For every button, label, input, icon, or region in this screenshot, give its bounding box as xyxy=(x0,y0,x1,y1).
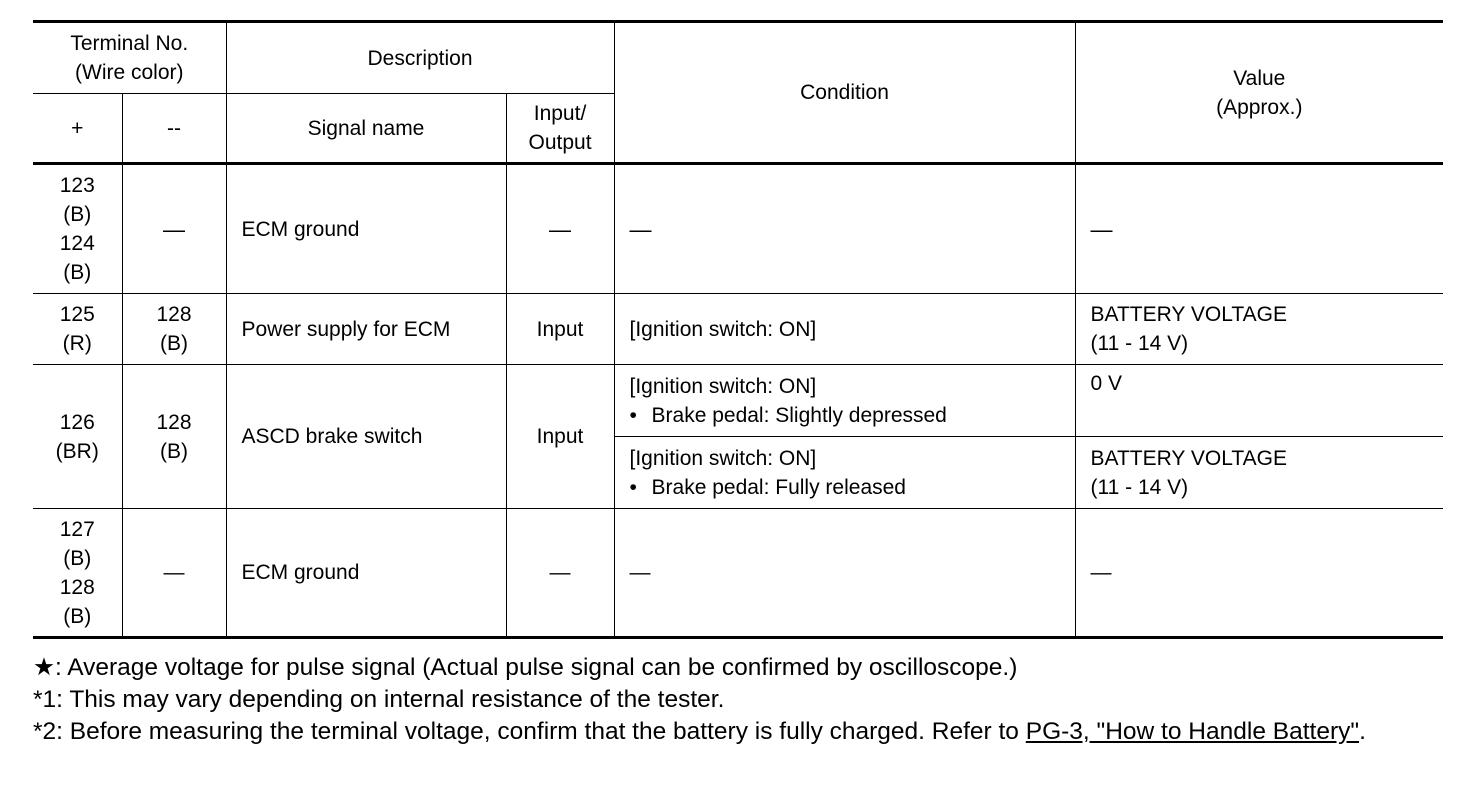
header-row-1 xyxy=(33,22,1443,94)
table-row xyxy=(33,365,1443,437)
footnotes xyxy=(33,652,1440,748)
value-cell: BATTERY VOLTAGE (11 - 14 V) xyxy=(1075,437,1443,509)
description-header: Description xyxy=(226,22,614,94)
io-header: Input/ Output xyxy=(506,94,614,164)
footnote-1: *1: This may vary depending on internal resistance of the tester. xyxy=(33,686,725,713)
how-to-handle-battery-link[interactable]: PG-3, "How to Handle Battery" xyxy=(1025,718,1360,745)
terminal-plus-cell: 125 (R) xyxy=(33,294,122,365)
terminal-minus-cell: — xyxy=(122,509,226,638)
star-icon: ★ xyxy=(33,654,55,681)
table-row xyxy=(33,509,1443,638)
value-cell: — xyxy=(1075,509,1443,638)
signal-name-cell: Power supply for ECM xyxy=(226,294,506,365)
io-cell: — xyxy=(506,164,614,294)
terminal-minus-cell: — xyxy=(122,164,226,294)
value-cell: BATTERY VOLTAGE (11 - 14 V) xyxy=(1075,294,1443,365)
signal-name-cell: ECM ground xyxy=(226,164,506,294)
condition-cell: — xyxy=(614,164,1075,294)
terminal-plus-cell: 123 (B) 124 (B) xyxy=(33,164,122,294)
table-row xyxy=(33,164,1443,294)
io-cell: — xyxy=(506,509,614,638)
value-header: Value (Approx.) xyxy=(1075,22,1443,164)
signal-name-cell: ECM ground xyxy=(226,509,506,638)
terminal-spec-table xyxy=(33,20,1443,639)
condition-cell: — xyxy=(614,509,1075,638)
bullet: • xyxy=(629,403,637,427)
signal-name-cell: ASCD brake switch xyxy=(226,365,506,509)
footnote-star: ★: Average voltage for pulse signal (Actual pulse signal can be confirmed by oscilloscope.) xyxy=(33,654,1018,681)
plus-header: + xyxy=(33,94,122,164)
minus-header: -- xyxy=(122,94,226,164)
signal-name-header: Signal name xyxy=(226,94,506,164)
terminal-minus-cell: 128 (B) xyxy=(122,294,226,365)
bullet: • xyxy=(629,475,637,499)
terminal-plus-cell: 127 (B) 128 (B) xyxy=(33,509,122,638)
condition-cell: [Ignition switch: ON] xyxy=(614,294,1075,365)
io-cell: Input xyxy=(506,294,614,365)
io-cell: Input xyxy=(506,365,614,509)
condition-cell: [Ignition switch: ON] • Brake pedal: Fully released xyxy=(614,437,1075,509)
terminal-minus-cell: 128 (B) xyxy=(122,365,226,509)
condition-cell: [Ignition switch: ON] • Brake pedal: Slightly depressed xyxy=(614,365,1075,437)
terminal-plus-cell: 126 (BR) xyxy=(33,365,122,509)
value-cell: — xyxy=(1075,164,1443,294)
terminal-header: Terminal No. (Wire color) xyxy=(33,22,226,94)
table-row xyxy=(33,294,1443,365)
condition-header: Condition xyxy=(614,22,1075,164)
footnote-2: *2: Before measuring the terminal voltage, confirm that the battery is fully charged. Refer to PG-3, "How to Handle Battery". xyxy=(33,718,1366,745)
value-cell: 0 V xyxy=(1075,365,1443,437)
